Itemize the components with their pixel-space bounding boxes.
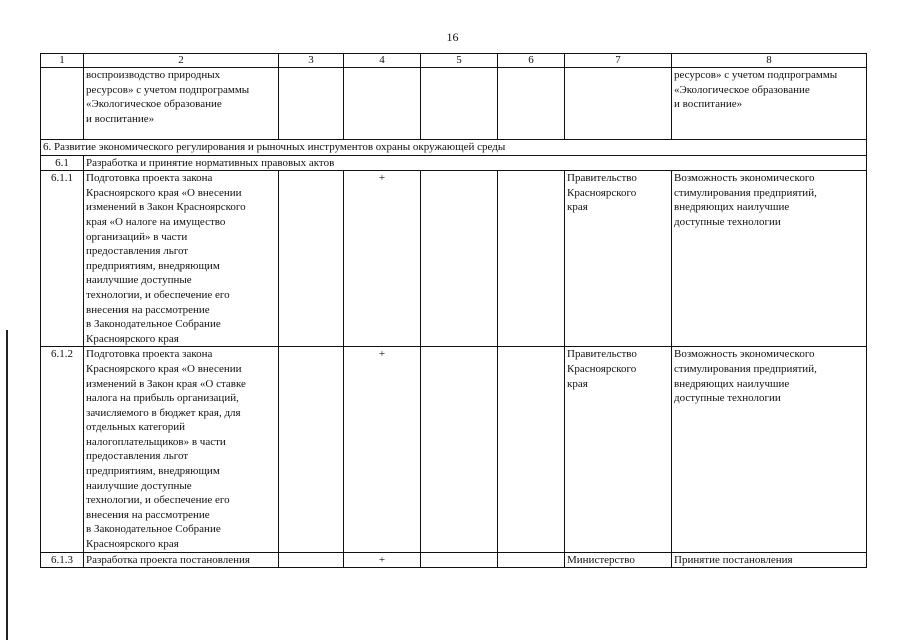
cell-col5 <box>421 552 498 568</box>
column-number-row <box>41 54 867 68</box>
table-row <box>41 171 867 347</box>
cell-col5 <box>421 347 498 552</box>
column-header: 6 <box>498 54 565 68</box>
table-row <box>41 552 867 568</box>
table-row <box>41 347 867 552</box>
cell-col6 <box>498 347 565 552</box>
scan-edge-line <box>6 330 8 640</box>
expected-result: Возможность экономического стимулирования предприятий, внедряющих наилучшие доступные технологии <box>672 171 867 347</box>
measures-table <box>40 53 867 568</box>
row-number: 6.1.1 <box>41 171 84 347</box>
cell-col4 <box>344 68 421 140</box>
page-number: 16 <box>446 30 459 44</box>
column-header: 4 <box>344 54 421 68</box>
measure-text: Подготовка проекта закона Красноярского края «О внесении изменений в Закон края «О ставке налога на прибыль организаций, зачисляемого в бюджет края, для отдельных категорий налогоплательщиков» в части предоставления льгот предприятиям, внедряющим наилучшие доступные технологии, и обеспечение его внесения на рассмотрение в Законодательное Собрание Красноярского края <box>84 347 279 552</box>
responsible-executor: Правительство Красноярского края <box>565 171 672 347</box>
table-row-continuation <box>41 68 867 140</box>
measure-text: Разработка проекта постановления <box>84 552 279 568</box>
cell-col6 <box>498 68 565 140</box>
cell-col3 <box>279 68 344 140</box>
column-header: 1 <box>41 54 84 68</box>
cell-col6 <box>498 552 565 568</box>
column-header: 8 <box>672 54 867 68</box>
column-header: 5 <box>421 54 498 68</box>
responsible-executor: Правительство Красноярского края <box>565 347 672 552</box>
subsection-number: 6.1 <box>41 155 84 171</box>
cell-col3 <box>279 347 344 552</box>
cell-col5 <box>421 171 498 347</box>
column-header: 2 <box>84 54 279 68</box>
expected-result: Возможность экономического стимулирования предприятий, внедряющих наилучшие доступные технологии <box>672 347 867 552</box>
cell-col4: + <box>344 171 421 347</box>
responsible-executor: Министерство <box>565 552 672 568</box>
section-row <box>41 140 867 156</box>
responsible-executor <box>565 68 672 140</box>
cell-col6 <box>498 171 565 347</box>
cell-col4: + <box>344 347 421 552</box>
expected-result: Принятие постановления <box>672 552 867 568</box>
subsection-title: Разработка и принятие нормативных правовых актов <box>84 155 867 171</box>
row-number <box>41 68 84 140</box>
measure-text: Подготовка проекта закона Красноярского края «О внесении изменений в Закон Красноярского края «О налоге на имущество организаций» в части предоставления льгот предприятиям, внедряющим наилучшие доступные технологии, и обеспечение его внесения на рассмотрение в Законодательное Собрание Красноярского края <box>84 171 279 347</box>
column-header: 7 <box>565 54 672 68</box>
cell-col5 <box>421 68 498 140</box>
expected-result: ресурсов» с учетом подпрограммы «Экологическое образование и воспитание» <box>672 68 867 140</box>
cell-col3 <box>279 552 344 568</box>
row-number: 6.1.3 <box>41 552 84 568</box>
column-header: 3 <box>279 54 344 68</box>
measure-text: воспроизводство природных ресурсов» с учетом подпрограммы «Экологическое образование и воспитание» <box>84 68 279 140</box>
row-number: 6.1.2 <box>41 347 84 552</box>
section-title: 6. Развитие экономического регулирования и рыночных инструментов охраны окружающей среды <box>41 140 867 156</box>
subsection-row <box>41 155 867 171</box>
cell-col4: + <box>344 552 421 568</box>
cell-col3 <box>279 171 344 347</box>
